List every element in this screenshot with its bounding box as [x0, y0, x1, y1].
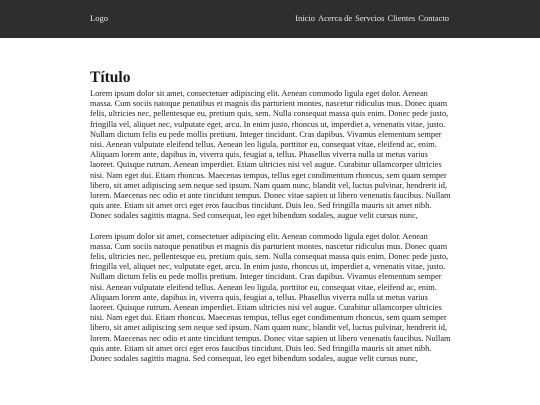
nav-link-contacto[interactable]: Contacto	[418, 13, 449, 23]
nav-link-inicio[interactable]: Inicio	[295, 13, 315, 23]
body-paragraph: Lorem ipsum dolor sit amet, consectetuer adipiscing elit. Aenean commodo ligula eget dolor. Aenean massa. Cum sociis natoque penatibus et magnis dis parturient montes, nascetur ridiculus mus. Donec quam felis, ultricies nec, pellentesque eu, pretium quis, sem. Nulla consequat massa quis enim. Donec pede justo, fringilla vel, aliquet nec, vulputate eget, arcu. In enim justo, rhoncus ut, imperdiet a, venenatis vitae, justo. Nullam dictum felis eu pede mollis pretium. Integer tincidunt. Cras dapibus. Vivamus elementum semper nisi. Aenean vulputate eleifend tellus. Aenean leo ligula, porttitor eu, consequat vitae, eleifend ac, enim. Aliquam lorem ante, dapibus in, viverra quis, feugiat a, tellus. Phasellus viverra nulla ut metus varius laoreet. Quisque rutrum. Aenean imperdiet. Etiam ultricies nisi vel augue. Curabitur ullamcorper ultricies nisi. Nam eget dui. Etiam rhoncus. Maecenas tempus, tellus eget condimentum rhoncus, sem quam semper libero, sit amet adipiscing sem neque sed ipsum. Nam quam nunc, blandit vel, luctus pulvinar, hendrerit id, lorem. Maecenas nec odio et ante tincidunt tempus. Donec vitae sapien ut libero venenatis faucibus. Nullam quis ante. Etiam sit amet orci eget eros faucibus tincidunt. Duis leo. Sed fringilla mauris sit amet nibh. Donec sodales sagittis magna. Sed consequat, leo eget bibendum sodales, augue velit cursus nunc,	[90, 231, 451, 364]
main-content	[90, 69, 452, 374]
body-paragraph: Lorem ipsum dolor sit amet, consectetuer adipiscing elit. Aenean commodo ligula eget dolor. Aenean massa. Cum sociis natoque penatibus et magnis dis parturient montes, nascetur ridiculus mus. Donec quam felis, ultricies nec, pellentesque eu, pretium quis, sem. Nulla consequat massa quis enim. Donec pede justo, fringilla vel, aliquet nec, vulputate eget, arcu. In enim justo, rhoncus ut, imperdiet a, venenatis vitae, justo. Nullam dictum felis eu pede mollis pretium. Integer tincidunt. Cras dapibus. Vivamus elementum semper nisi. Aenean vulputate eleifend tellus. Aenean leo ligula, porttitor eu, consequat vitae, eleifend ac, enim. Aliquam lorem ante, dapibus in, viverra quis, feugiat a, tellus. Phasellus viverra nulla ut metus varius laoreet. Quisque rutrum. Aenean imperdiet. Etiam ultricies nisi vel augue. Curabitur ullamcorper ultricies nisi. Nam eget dui. Etiam rhoncus. Maecenas tempus, tellus eget condimentum rhoncus, sem quam semper libero, sit amet adipiscing sem neque sed ipsum. Nam quam nunc, blandit vel, luctus pulvinar, hendrerit id, lorem. Maecenas nec odio et ante tincidunt tempus. Donec vitae sapien ut libero venenatis faucibus. Nullam quis ante. Etiam sit amet orci eget eros faucibus tincidunt. Duis leo. Sed fringilla mauris sit amet nibh. Donec sodales sagittis magna. Sed consequat, leo eget bibendum sodales, augue velit cursus nunc,	[90, 89, 451, 221]
nav-link-servicios[interactable]: Servcios	[355, 13, 385, 23]
logo[interactable]: Logo	[90, 13, 108, 23]
main-nav	[295, 13, 449, 23]
top-navbar	[0, 0, 540, 38]
nav-link-acerca-de[interactable]: Acerca de	[317, 13, 353, 23]
nav-link-clientes[interactable]: Clientes	[387, 13, 416, 23]
page-title: Título	[90, 69, 131, 86]
